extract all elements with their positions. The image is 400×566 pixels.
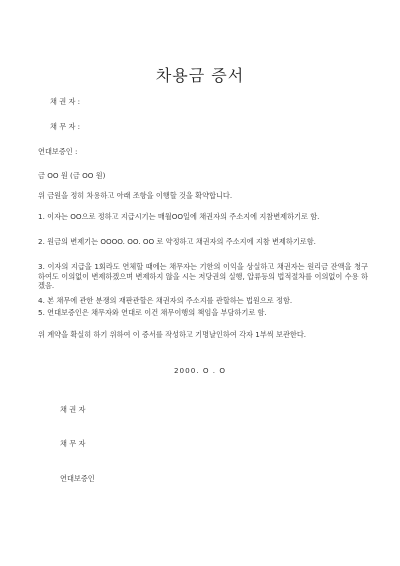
creditor-label: 채 권 자 :	[50, 97, 81, 106]
document-title: 차용금 증서	[155, 66, 245, 85]
clause-3: 3. 이자의 지급을 1회라도 연체할 때에는 채무자는 기한의 이익을 상실하고 채권자는 원리금 잔액을 청구하여도 이의없이 변제하겠으며 변제하지 않을 시는 저당권의 실행, 압류등의 법적절차를 이의없이 수용 하겠음.	[38, 262, 368, 291]
debtor-label: 채 무 자 :	[50, 122, 81, 131]
loan-amount: 금 OO 원 (금 OO 원)	[38, 171, 106, 180]
clause-5: 5. 연대보증인은 채무자와 연대로 이건 채무이행의 책임을 부담하기로 함.	[38, 308, 267, 317]
clause-1: 1. 이자는 OO으로 정하고 지급시기는 매월OO일에 채권자의 주소지에 지참변제하기로 함.	[38, 212, 320, 221]
guarantor-label: 연대보증인 :	[38, 147, 78, 156]
closing-statement: 위 계약을 확실히 하기 위하여 이 증서를 작성하고 기명날인하여 각자 1부씩 보관한다.	[38, 330, 307, 339]
clause-4: 4. 본 채무에 관한 분쟁의 재판관할은 채권자의 주소지를 관할하는 법원으로 정함.	[38, 296, 293, 305]
signature-creditor: 채 권 자	[60, 405, 86, 414]
signature-debtor: 채 무 자	[60, 439, 86, 448]
clause-2: 2. 원금의 변제기는 OOOO. OO. OO 로 약정하고 채권자의 주소지에 지참 변제하기로함.	[38, 237, 316, 246]
signature-guarantor: 연대보증인	[60, 474, 95, 483]
intro-statement: 위 금원을 정히 차용하고 아래 조항을 이행할 것을 확약합니다.	[38, 191, 233, 200]
document-date: 2000. O . O	[173, 366, 227, 375]
